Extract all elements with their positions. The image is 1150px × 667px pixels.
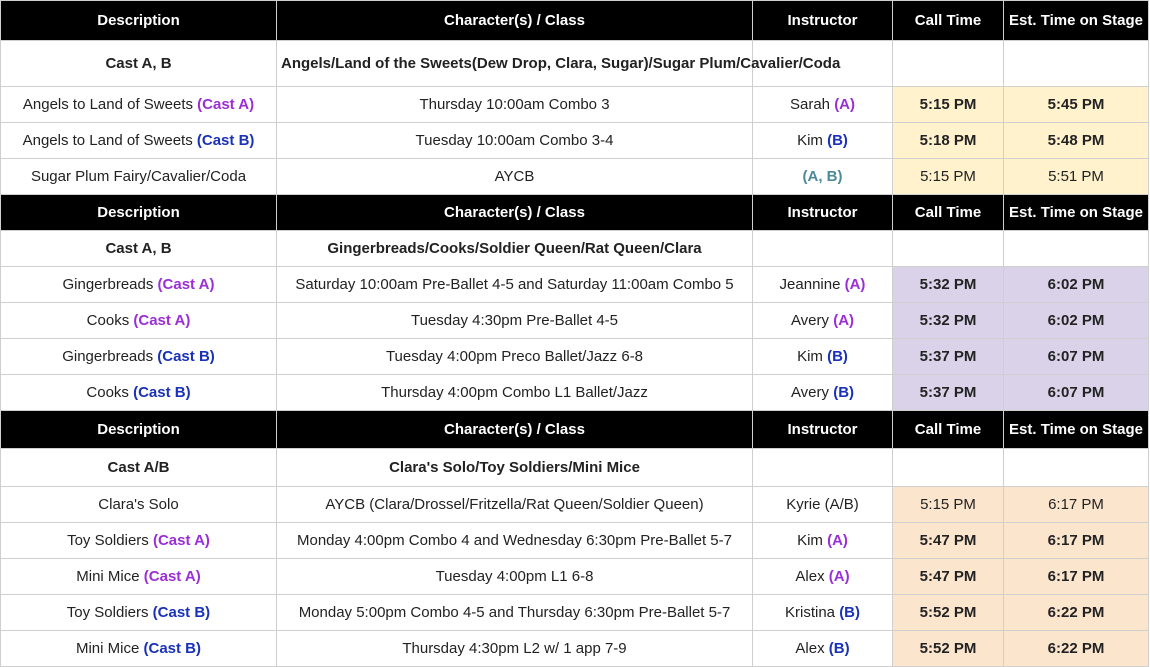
call-time-cell: 5:47 PM [893,523,1004,559]
table-header-row [1,195,1149,231]
header-instructor: Instructor [753,195,893,231]
stage-time-cell: 6:17 PM [1004,523,1149,559]
instructor-cell [753,267,893,303]
class-cell: Tuesday 10:00am Combo 3-4 [277,123,753,159]
table-row [1,123,1149,159]
header-instructor: Instructor [753,411,893,449]
table-row [1,339,1149,375]
class-cell: Thursday 4:30pm L2 w/ 1 app 7-9 [277,631,753,667]
cast-tag: (Cast B) [196,132,255,149]
instructor-cast-tag: (A) [833,312,855,329]
stage-time-cell: 5:45 PM [1004,87,1149,123]
description-cell [1,159,277,195]
class-cell: Thursday 4:00pm Combo L1 Ballet/Jazz [277,375,753,411]
description-cell [1,487,277,523]
table-row [1,487,1149,523]
description-cell [1,339,277,375]
empty-cell [753,449,893,487]
section-title-row [1,41,1149,87]
stage-time-cell: 5:48 PM [1004,123,1149,159]
section-cast: Cast A, B [1,231,277,267]
section-title-row [1,231,1149,267]
empty-cell [893,231,1004,267]
description-text: Cooks [86,384,129,401]
stage-time-cell: 6:22 PM [1004,595,1149,631]
empty-cell [893,41,1004,87]
class-cell: Saturday 10:00am Pre-Ballet 4-5 and Saturday 11:00am Combo 5 [277,267,753,303]
instructor-name: Avery [790,312,830,329]
section-title: Clara's Solo/Toy Soldiers/Mini Mice [277,449,753,487]
instructor-cell [753,375,893,411]
call-time-cell: 5:32 PM [893,267,1004,303]
instructor-cell [753,159,893,195]
instructor-cell [753,123,893,159]
section-cast: Cast A, B [1,41,277,87]
section-title: Gingerbreads/Cooks/Soldier Queen/Rat Queen/Clara [277,231,753,267]
instructor-cell [753,87,893,123]
description-text: Gingerbreads [62,348,154,365]
table-row [1,631,1149,667]
description-text: Toy Soldiers [66,604,149,621]
instructor-cast-tag: (B) [828,640,850,657]
stage-time-cell: 5:51 PM [1004,159,1149,195]
header-description: Description [1,195,277,231]
description-cell [1,375,277,411]
description-cell [1,267,277,303]
description-cell [1,631,277,667]
instructor-cast-tag: (A) [828,568,850,585]
class-cell: AYCB [277,159,753,195]
table-header-row [1,411,1149,449]
section-title: Angels/Land of the Sweets(Dew Drop, Clara, Sugar)/Sugar Plum/Cavalier/Coda [277,41,753,87]
instructor-name: Kim [797,532,823,549]
instructor-name: Alex [795,568,825,585]
description-cell [1,303,277,339]
table-row [1,523,1149,559]
instructor-name: Alex [795,640,825,657]
call-time-cell: 5:52 PM [893,631,1004,667]
call-time-cell: 5:52 PM [893,595,1004,631]
table-row [1,559,1149,595]
header-characters-class: Character(s) / Class [277,411,753,449]
call-time-cell: 5:32 PM [893,303,1004,339]
class-cell: Tuesday 4:00pm Preco Ballet/Jazz 6-8 [277,339,753,375]
description-cell [1,559,277,595]
instructor-name: Avery [790,384,830,401]
table-row [1,159,1149,195]
table-row [1,303,1149,339]
call-time-cell: 5:37 PM [893,339,1004,375]
instructor-cast-tag: (B) [833,384,855,401]
header-call-time: Call Time [893,195,1004,231]
cast-tag: (Cast B) [143,640,202,657]
description-text: Mini Mice [75,640,140,657]
instructor-cell [753,303,893,339]
instructor-cast-tag: (B) [827,132,848,149]
cast-tag: (Cast A) [152,532,210,549]
instructor-cell [753,631,893,667]
description-cell [1,595,277,631]
description-cell [1,123,277,159]
cast-tag: (Cast A) [133,312,191,329]
section-cast: Cast A/B [1,449,277,487]
call-time-cell: 5:15 PM [893,487,1004,523]
call-time-cell: 5:37 PM [893,375,1004,411]
stage-time-cell: 6:07 PM [1004,339,1149,375]
description-text: Cooks [86,312,130,329]
header-description: Description [1,411,277,449]
instructor-cell [753,339,893,375]
header-characters-class: Character(s) / Class [277,195,753,231]
instructor-cast-tag: (A) [844,276,866,293]
header-est-time-on-stage: Est. Time on Stage [1004,411,1149,449]
class-cell: Tuesday 4:00pm L1 6-8 [277,559,753,595]
call-time-cell: 5:47 PM [893,559,1004,595]
description-cell [1,523,277,559]
cast-tag: (Cast B) [133,384,191,401]
empty-cell [1004,231,1149,267]
cast-tag: (Cast B) [152,604,211,621]
cast-tag: (Cast A) [197,96,255,113]
instructor-cell [753,487,893,523]
stage-time-cell: 6:02 PM [1004,267,1149,303]
cast-tag: (Cast A) [157,276,215,293]
empty-cell [1004,41,1149,87]
description-text: Angels to Land of Sweets [22,132,193,149]
stage-time-cell: 6:17 PM [1004,559,1149,595]
section-title-row [1,449,1149,487]
header-description: Description [1,1,277,41]
instructor-name: Kristina [784,604,836,621]
header-call-time: Call Time [893,411,1004,449]
call-time-cell: 5:18 PM [893,123,1004,159]
class-cell: Thursday 10:00am Combo 3 [277,87,753,123]
cast-tag: (Cast B) [157,348,215,365]
instructor-name: Jeannine [779,276,841,293]
call-time-cell: 5:15 PM [893,87,1004,123]
stage-time-cell: 6:07 PM [1004,375,1149,411]
stage-time-cell: 6:02 PM [1004,303,1149,339]
empty-cell [753,231,893,267]
header-instructor: Instructor [753,1,893,41]
description-text: Toy Soldiers [67,532,149,549]
instructor-cast-tag: (B) [827,348,848,365]
table-row [1,595,1149,631]
description-text: Mini Mice [76,568,140,585]
instructor-cell [753,559,893,595]
empty-cell [1004,449,1149,487]
empty-cell [893,449,1004,487]
description-text: Gingerbreads [62,276,154,293]
instructor-cell [753,595,893,631]
instructor-name: Kyrie (A/B) [786,496,859,513]
header-est-time-on-stage: Est. Time on Stage [1004,1,1149,41]
stage-time-cell: 6:22 PM [1004,631,1149,667]
instructor-cast-tag: (A, B) [802,168,843,185]
call-time-cell: 5:15 PM [893,159,1004,195]
table-row [1,87,1149,123]
instructor-cast-tag: (B) [839,604,861,621]
description-text: Clara's Solo [98,496,179,513]
class-cell: Monday 4:00pm Combo 4 and Wednesday 6:30pm Pre-Ballet 5-7 [277,523,753,559]
description-cell [1,87,277,123]
class-cell: Monday 5:00pm Combo 4-5 and Thursday 6:30pm Pre-Ballet 5-7 [277,595,753,631]
instructor-cast-tag: (A) [834,96,856,113]
table-row [1,375,1149,411]
cast-tag: (Cast A) [143,568,201,585]
table-row [1,267,1149,303]
class-cell: Tuesday 4:30pm Pre-Ballet 4-5 [277,303,753,339]
description-text: Angels to Land of Sweets [22,96,193,113]
table-header-row [1,1,1149,41]
description-text: Sugar Plum Fairy/Cavalier/Coda [30,168,247,185]
instructor-name: Kim [797,348,823,365]
instructor-name: Sarah [789,96,831,113]
class-cell: AYCB (Clara/Drossel/Fritzella/Rat Queen/Soldier Queen) [277,487,753,523]
header-est-time-on-stage: Est. Time on Stage [1004,195,1149,231]
instructor-name: Kim [797,132,823,149]
instructor-cast-tag: (A) [827,532,848,549]
stage-time-cell: 6:17 PM [1004,487,1149,523]
header-call-time: Call Time [893,1,1004,41]
header-characters-class: Character(s) / Class [277,1,753,41]
instructor-cell [753,523,893,559]
